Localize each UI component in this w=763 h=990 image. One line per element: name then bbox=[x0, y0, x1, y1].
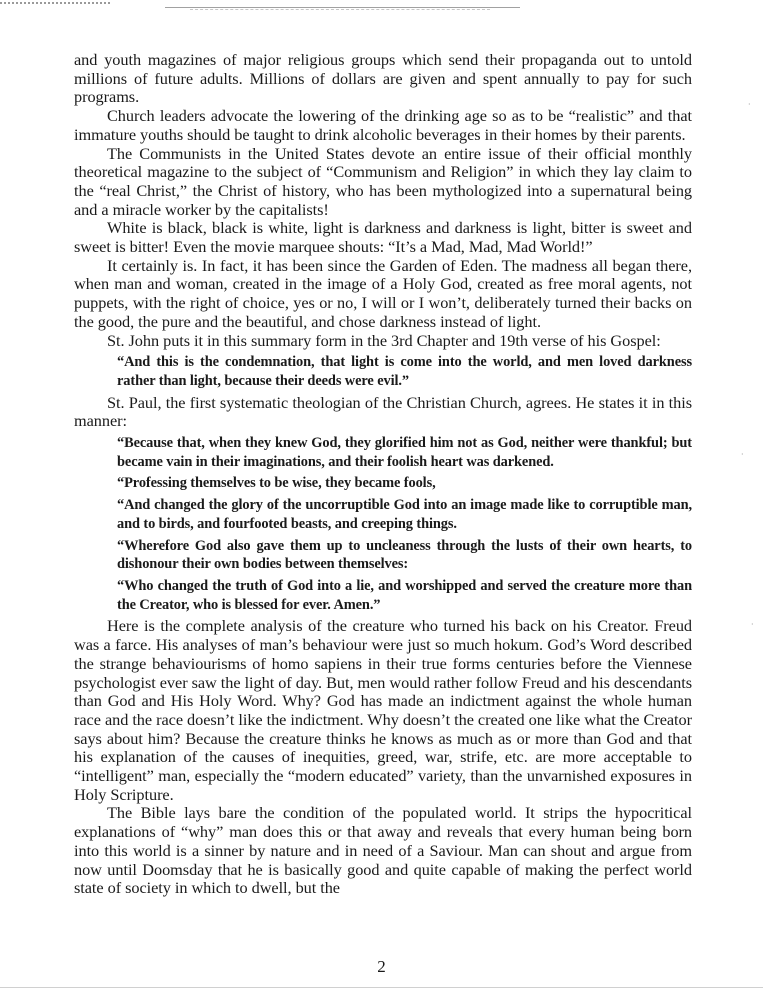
scripture-quote: “Wherefore God also gave them up to uncleaness through the lusts of their own hearts, to dishonour their own bodies between themselves: bbox=[117, 537, 692, 573]
scripture-quote: “And changed the glory of the uncorruptible God into an image made like to corruptible man, and to birds, and fourfooted beasts, and creeping things. bbox=[117, 497, 692, 532]
scan-artifact-top-dots bbox=[0, 2, 110, 7]
scripture-quote: “Because that, when they knew God, they glorified him not as God, neither were thankful; but became vain in their imaginations, and their foolish heart was darkened. bbox=[117, 435, 692, 470]
paragraph: St. John puts it in this summary form in the 3rd Chapter and 19th verse of his Gospel: bbox=[107, 330, 661, 350]
paragraph: and youth magazines of major religious groups which send their propaganda out to untold millions of future adults. Millions of dollars are given and spent annually to pay for such programs. bbox=[74, 50, 692, 107]
scripture-quote: “Professing themselves to be wise, they became fools, bbox=[117, 475, 436, 492]
paragraph: St. Paul, the first systematic theologian of the Christian Church, agrees. He states it in this manner: bbox=[74, 392, 692, 431]
scan-speck: · bbox=[751, 620, 754, 629]
scan-artifact-top-rule-faint bbox=[190, 9, 490, 10]
scripture-quote: “And this is the condemnation, that light is come into the world, and men loved darkness rather than light, because their deeds were evil.” bbox=[117, 354, 692, 389]
paragraph: White is black, black is white, light is darkness and darkness is light, bitter is sweet and sweet is bitter! Even the movie marquee shouts: “It’s a Mad, Mad, Mad World!” bbox=[74, 218, 692, 257]
paragraph: Here is the complete analysis of the creature who turned his back on his Creator. Freud was a farce. His analyses of man’s behaviour were just so much hokum. God’s Word described the strange behaviourisms of homo sapiens in their true forms centuries before the Viennese psychologist ever saw the light of day. But, men would rather follow Freud and his descendants than God and His Holy Word. Why? God has made an indictment against the whole human race and the race doesn’t like the indictment. Why doesn’t the created one like what the Creator says about him? Because the creature thinks he knows as much as or more than God and that his explanation of the causes of inequities, greed, war, strife, etc. are more acceptable to “intelligent” man, especially the “modern educated” variety, than the unvarnished exposures in Holy Scripture. bbox=[74, 616, 692, 804]
scan-speck: · bbox=[741, 450, 744, 459]
scan-artifact-bottom-edge bbox=[0, 987, 763, 988]
scan-artifact-top-rule bbox=[165, 7, 520, 8]
page-number: 2 bbox=[377, 957, 386, 976]
scripture-quote: “Who changed the truth of God into a lie, and worshipped and served the creature more than the Creator, who is blessed for ever. Amen.” bbox=[117, 577, 692, 613]
paragraph: It certainly is. In fact, it has been since the Garden of Eden. The madness all began there, when man and woman, created in the image of a Holy God, created as free moral agents, not puppets, with the right of choice, yes or no, I will or I won’t, deliberately turned their backs on the good, the pure and the beautiful, and chose darkness instead of light. bbox=[74, 255, 692, 331]
paragraph: The Bible lays bare the condition of the populated world. It strips the hypocritical explanations of “why” man does this or that away and reveals that every human being born into this world is a sinner by nature and in need of a Saviour. Man can shout and argue from now until Doomsday that he is basically good and quite capable of making the perfect world state of society in which to dwell, but the bbox=[74, 803, 692, 898]
document-page bbox=[74, 51, 692, 898]
paragraph: The Communists in the United States devote an entire issue of their official monthly theoretical magazine to the subject of “Communism and Religion” in which they lay claim to the “real Christ,” the Christ of history, who has been mythologized into a supernatural being and a miracle worker by the capitalists! bbox=[74, 143, 692, 219]
scan-speck: · bbox=[748, 100, 751, 109]
paragraph: Church leaders advocate the lowering of the drinking age so as to be “realistic” and that immature youths should be taught to drink alcoholic beverages in their homes by their parents. bbox=[74, 106, 692, 144]
